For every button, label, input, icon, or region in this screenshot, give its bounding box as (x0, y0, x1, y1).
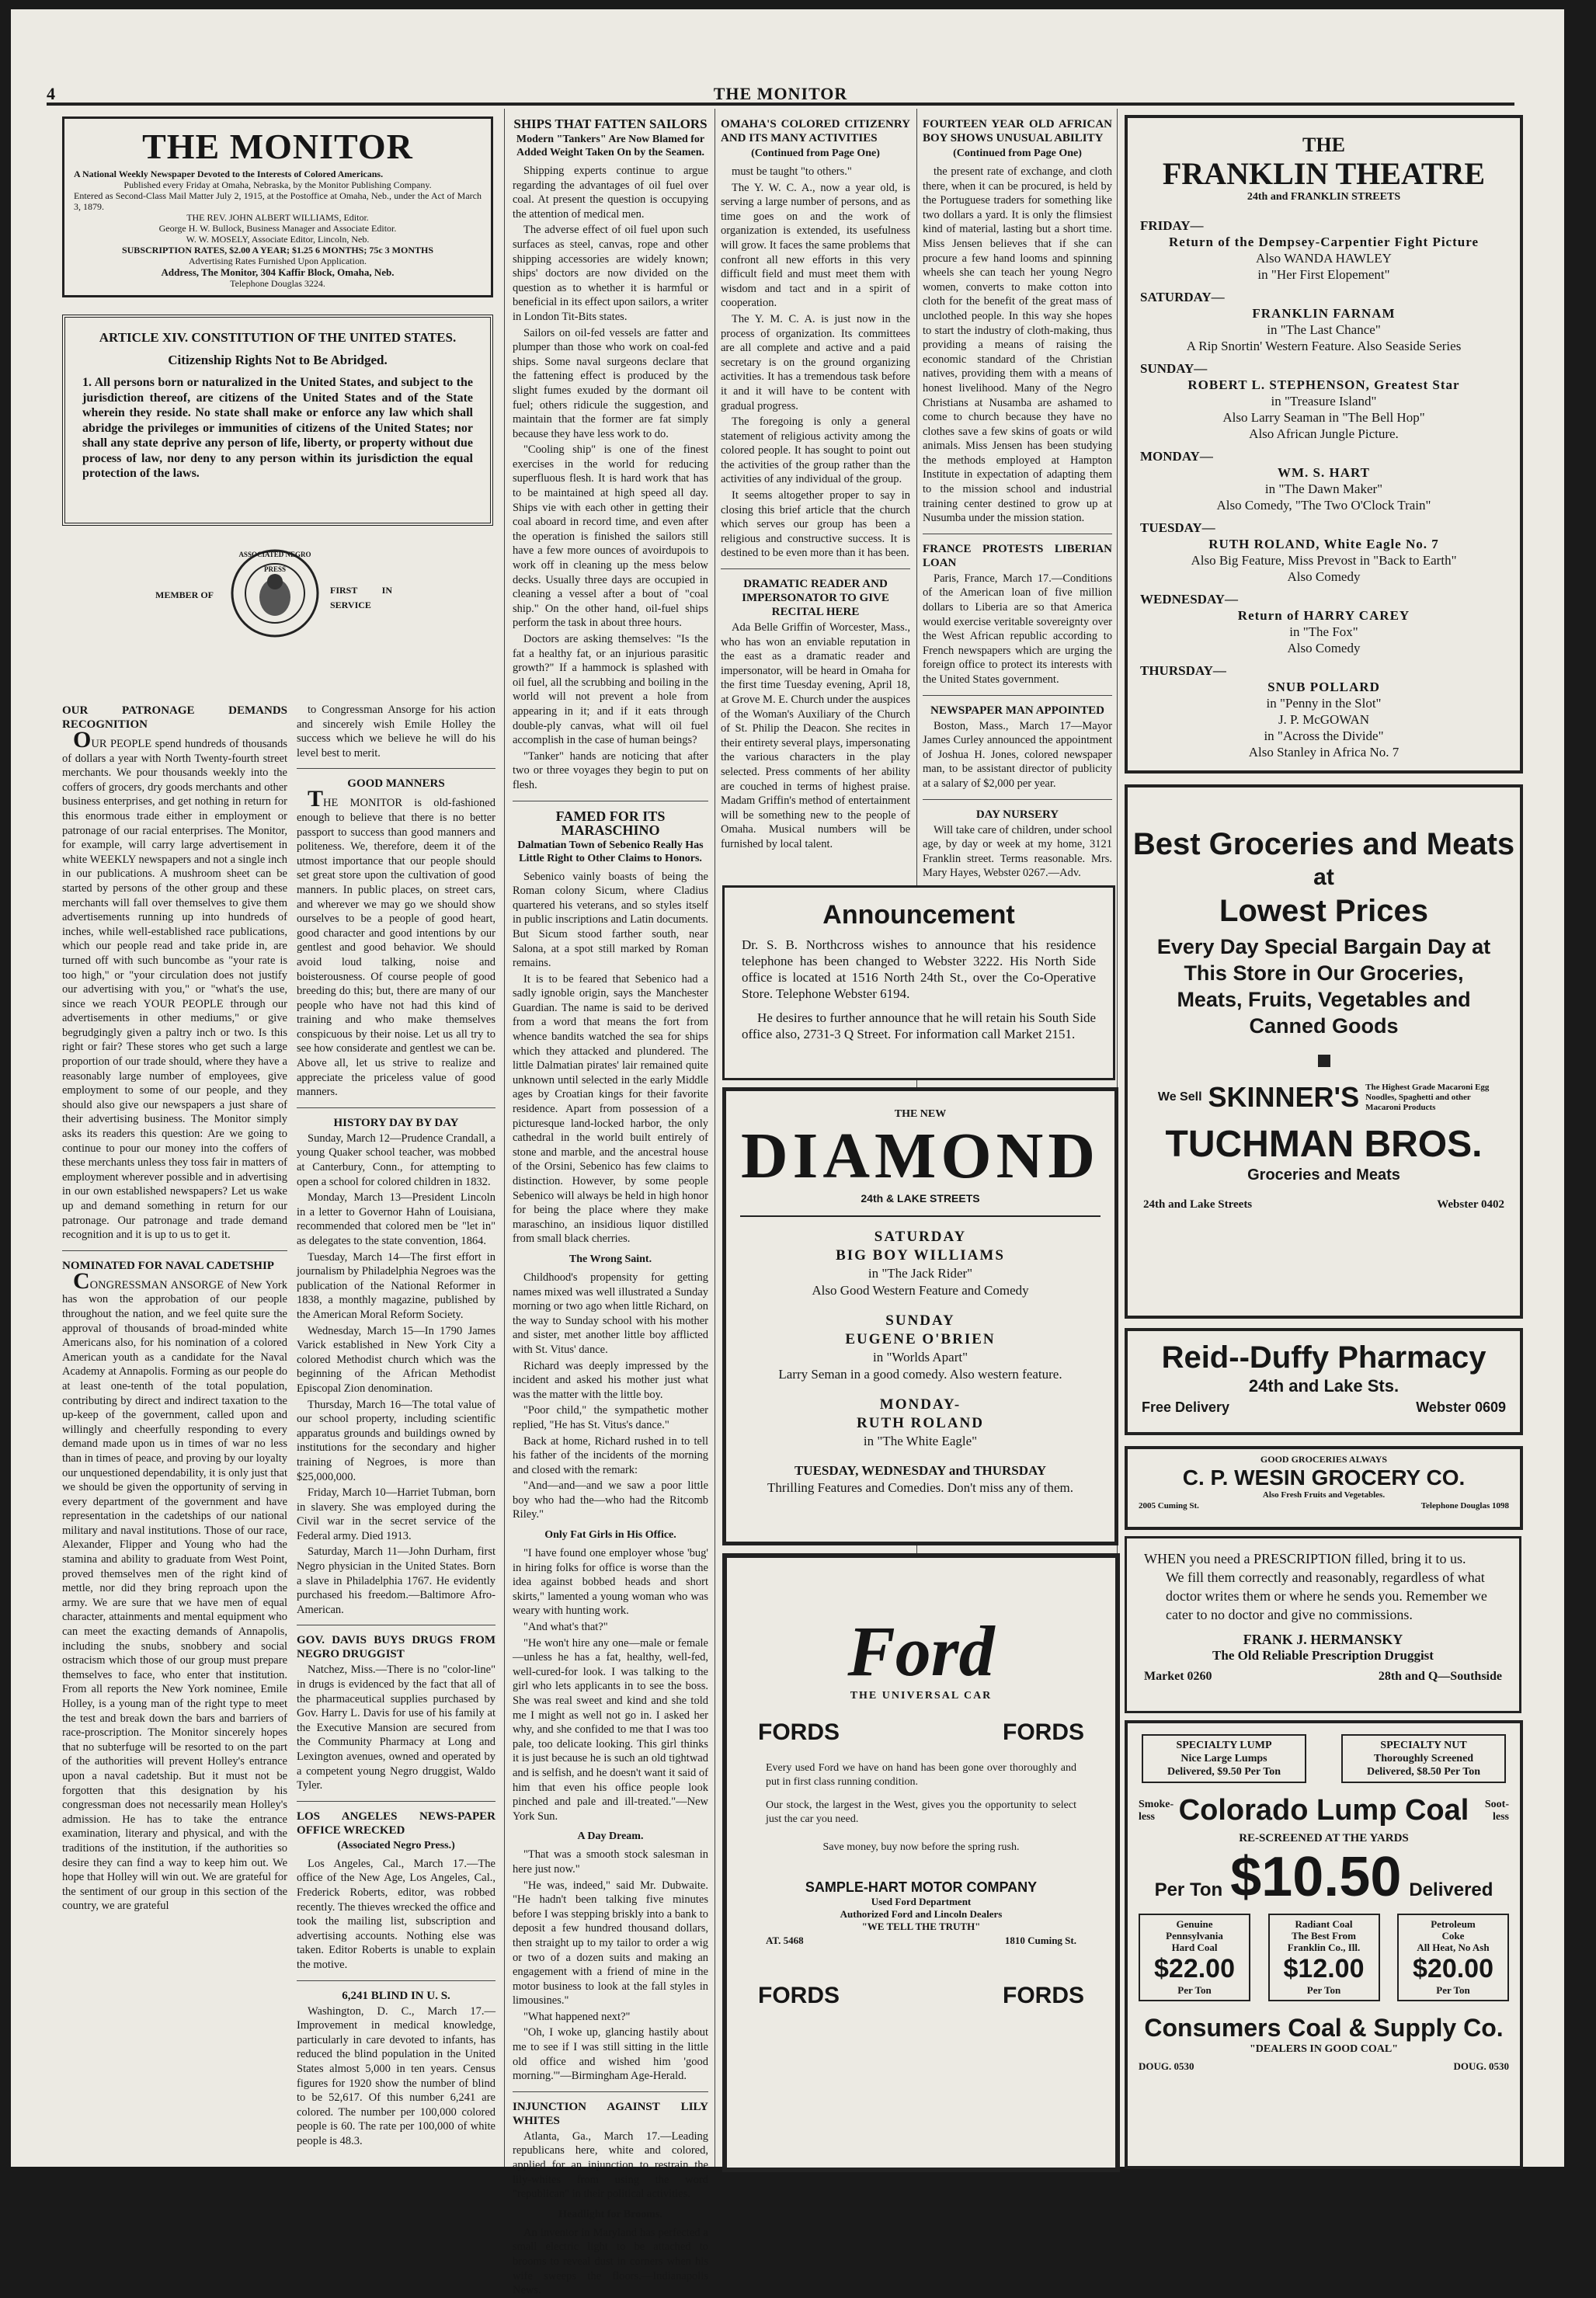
wrong-saint-body: Back at home, Richard rushed in to tell his father of the incidents of the morning and closed with the remark: (513, 1434, 708, 1476)
omaha-body: It seems altogether proper to say in closing this brief article that the church which serves our group has been a religious and constructive success. It is destined to be even more than it has been. (721, 489, 910, 560)
coal-box-coke (1397, 1914, 1509, 2001)
franklin-day-line: in "Her First Elopement" (1257, 267, 1390, 282)
franklin-day-line: in "Treasure Island" (1271, 394, 1377, 408)
announcement-p1: Dr. S. B. Northcross wishes to announce that his residence telephone has been changed to Webster 3222. His North Side office is located at 1516 North 24th St., over the Co-Operative Store. Telephone Webster 6194. (742, 937, 1096, 1001)
reid-address: 24th and Lake Sts. (1248, 1376, 1400, 1396)
day-dream-body: "He was, indeed," said Mr. Dubwaite. "He hadn't been talking five minutes before I was stepping briskly into a bank to deposit a few hundred thousand dollars, then straight up to my tailor to order a wig or two of a dozen suits and making an engagement with a friend of mine in the motor business to look at the fall styles in limousines." (513, 1879, 708, 2008)
coal-phone: DOUG. 0530 (1139, 2060, 1194, 2072)
omaha-headline: OMAHA'S COLORED CITIZENRY AND ITS MANY ACTIVITIES (721, 118, 910, 144)
fords-label: FORDS (758, 1719, 840, 1745)
monitor-title: THE MONITOR (142, 127, 413, 166)
franklin-day-line: Also Comedy, "The Two O'Clock Train" (1216, 498, 1431, 513)
column-1 (62, 699, 287, 2163)
wrong-saint-body: Richard was deeply impressed by the incident and asked his mother just what was the matter with the little boy. (513, 1359, 708, 1401)
fat-girls-body: "He won't hire any one—male or female—unless he has a fat, healthy, well-fed, well-cured-for look. I was talking to the girl who lets applicants in to see the boss. She was real sweet and kind and she told me I might as well not go in. I asked her why, and she confided to me that I was too pale, too delicate looking. This girl thinks it is just because he is such an old tightwad and is selfish, and he doesn't want it said of him that even his office people look pinched and pale and ill-treated."—New York Sun. (513, 1636, 708, 1823)
monitor-rates: SUBSCRIPTION RATES, $2.00 A YEAR; $1.25 6 MONTHS; 75c 3 MONTHS (121, 245, 434, 256)
ships-body: "Tanker" hands are noticing that after two or three voyages they begin to put on flesh. (513, 749, 708, 791)
franklin-day-line: in "The Dawn Maker" (1264, 482, 1383, 496)
day-dream-body: "Oh, I woke up, glancing hastily about me to see if I was still sitting in the little old office and wished him 'good morning.'"—Birmingham Age-Herald. (513, 2026, 708, 2083)
ships-body: The adverse effect of oil fuel upon such surfaces as steel, canvas, rope and other shipping accessories are widely known; ships' doctors are now divided on the question as to whether it is harmful or beneficial in its effect upon sailors, a writer in London Tit-Bits states. (513, 224, 708, 323)
diamond-star: RUTH ROLAND (857, 1415, 984, 1431)
diamond-day: SATURDAY (874, 1229, 967, 1245)
monitor-associate: W. W. MOSELY, Associate Editor, Lincoln, Neb. (186, 234, 370, 245)
article-xiv-body: 1. All persons born or naturalized in the United States, and subject to the jurisdiction thereof, are citizens of the United States and of the State wherein they reside. No state shall make or enforce any law which shall abridge the privileges or immunities of citizens of the United States; nor shall any state deprive any person of life, liberty, or property without due process of law, nor deny to any person within its jurisdiction the equal protection of the laws. (82, 376, 473, 480)
sootless-label: Soot-less (1484, 1798, 1509, 1823)
wesin-contact (1128, 1500, 1520, 1512)
skinner-row (1128, 1081, 1520, 1114)
hermansky-phone: Market 0260 (1144, 1670, 1212, 1683)
omaha-body: must be taught "to others." (732, 165, 852, 178)
seal-right-text: FIRST IN SERVICE (330, 585, 392, 610)
tuchman-address: 24th and Lake Streets (1143, 1198, 1253, 1211)
history-item: Sunday, March 12—Prudence Crandall, a young Quaker school teacher, was mobbed at Canterbury, Conn., for attempting to open a school for colored children in 1832. (297, 1132, 495, 1188)
hermansky-p1: WHEN you need a PRESCRIPTION filled, bring it to us. (1144, 1551, 1466, 1566)
lump-desc: Nice Large Lumps (1180, 1753, 1267, 1764)
diamond-star: EUGENE O'BRIEN (845, 1331, 996, 1347)
wrong-saint-body: "Poor child," the sympathetic mother replied, "He has St. Vitus's dance." (513, 1404, 708, 1431)
monitor-tagline: A National Weekly Newspaper Devoted to the Interests of Colored Americans. (74, 169, 384, 179)
diamond-location: 24th & LAKE STREETS (861, 1192, 980, 1205)
la-headline: LOS ANGELES NEWS-PAPER OFFICE WRECKED (297, 1810, 495, 1837)
lump-title: SPECIALTY LUMP (1176, 1740, 1272, 1751)
franklin-day-line: in "Across the Divide" (1264, 728, 1384, 743)
coal-box-line: Radiant Coal (1295, 1918, 1353, 1930)
franklin-day-label: THURSDAY— (1140, 663, 1226, 678)
monitor-editor: THE REV. JOHN ALBERT WILLIAMS, Editor. (186, 212, 369, 223)
ships-body: Shipping experts continue to argue regarding the advantages of oil fuel over coal. At present the question is occupying the attention of medical men. (513, 165, 708, 221)
wesin-sub: Also Fresh Fruits and Vegetables. (1262, 1490, 1386, 1500)
brooms-body: An inventor in Maryland has perfected a small electric light to be attached to brooms to reveal dust in corners when his wife sweeps the floors.—Indianapolis News. (513, 2226, 708, 2297)
omaha-body: The Y. M. C. A. is just now in the process of organization. Its committees are all complete and active and a paid secretary is on the ground organizing activities. It has a tremendous task before it and it will have to be content with gradual progress. (721, 312, 910, 412)
wesin-address: 2005 Cuming St. (1139, 1501, 1199, 1511)
ships-headline: SHIPS THAT FATTEN SAILORS (513, 116, 708, 131)
la-body: Los Angeles, Cal., March 17.—The office of the New Age, Los Angeles, Cal., Frederick Roberts, editor, was robbed recently. The thieves wrecked the office and took the mailing list, subscription and advertising accounts. Nothing else was taken. Editor Roberts is unable to explain the motive. (297, 1857, 495, 1971)
wrong-saint-body: Childhood's propensity for getting names mixed was well illustrated a Sunday morning or two ago when little Richard, on the way to Sunday school with his mother and sister, met another little boy afflicted with St. Vitus' dance. (513, 1271, 708, 1356)
famed-body: Sebenico vainly boasts of being the Roman colony Sicum, where Cladius quartered his veterans, and so styles itself in public inscriptions and Latin documents. But Sicum stood farther south, near Salona, at a spot still marked by Roman remains. (513, 870, 708, 970)
column-2 (297, 703, 495, 2163)
franklin-location: 24th and FRANKLIN STREETS (1247, 191, 1401, 203)
blind-body: Washington, D. C., March 17.—Improvement in medical knowledge, particularly in care devoted to infants, has reduced the blind population in the United States almost 5,000 in ten years. Census figures for 1920 show the number of blind to be 52,617. Of this number 6,241 are colored. The number per 100,000 colored people is 60. The rate per 100,000 of white people is 48.3. (297, 2004, 495, 2147)
franklin-name: FRANKLIN THEATRE (1162, 156, 1486, 191)
coal-price-row (1128, 1845, 1520, 1909)
diamond-the-new: THE NEW (894, 1108, 947, 1120)
injunction-headline: INJUNCTION AGAINST LILY WHITES (513, 2100, 708, 2127)
running-title: THE MONITOR (713, 84, 848, 103)
franklin-day-line: Also Larry Seaman in "The Bell Hop" (1222, 410, 1425, 425)
ford-dept: Used Ford Department (871, 1896, 972, 1907)
coal-box-line: All Heat, No Ash (1417, 1942, 1490, 1953)
diamond-day: MONDAY- (879, 1396, 961, 1413)
diamond-film: in "The White Eagle" (863, 1434, 978, 1448)
injunction-body: Atlanta, Ga., March 17.—Leading republicans here, white and colored, applied for an injunction to restrain the lily-whites from using the word "republican" in their political activities. (513, 2129, 708, 2201)
ford-address: 1810 Cuming St. (1004, 1935, 1076, 1946)
column-3 (513, 113, 708, 2297)
hermansky-ad (1125, 1536, 1521, 1713)
franklin-day-line: RUTH ROLAND, White Eagle No. 7 (1208, 537, 1439, 551)
famed-subhead: Dalmatian Town of Sebenico Really Has Little Right to Other Claims to Honors. (517, 839, 704, 864)
coal-per-ton: Per Ton (1154, 1879, 1223, 1900)
franklin-the: THE (1302, 134, 1345, 156)
nut-title: SPECIALTY NUT (1380, 1740, 1467, 1751)
diamond-extra: Also Good Western Feature and Comedy (812, 1283, 1029, 1298)
cadetship-continued: to Congressman Ansorge for his action and sincerely wish Emile Holley the success which we believe he will do his level best to merit. (297, 704, 495, 760)
fat-girls-headline: Only Fat Girls in His Office. (544, 1529, 676, 1542)
skinner-description: The Highest Grade Macaroni Egg Noodles, Spaghetti and other Macaroni Products (1365, 1082, 1490, 1112)
famed-body: It is to be feared that Sebenico had a sadly ignoble origin, says the Manchester Guardian. The name is said to be derived from a word that means the fort from whence bandits watched the sea for ships which they attacked and plundered. The little Dalmatian pirates' lair remained quite unknown until selected in the early Middle ages by Croatian kings for their favorite residence. Apart from possession of a picturesque land-locked harbor, the only cathedral in the world built entirely of stone and marble, and the ancestral house of the Orsini, Sebenico has few claims to distinction. However, by some people Sebenico will always be held in high honor for being the place where they make maraschino, an insidious liquor distilled from small black cherries. (513, 972, 708, 1246)
hermansky-contact (1127, 1664, 1519, 1690)
wesin-phone: Telephone Douglas 1098 (1420, 1501, 1509, 1511)
coal-title-row (1128, 1783, 1520, 1827)
franklin-day-line: J. P. McGOWAN (1278, 712, 1370, 727)
smokeless-label: Smoke-less (1139, 1798, 1174, 1823)
ships-body: "Cooling ship" is one of the finest exercises in the world for reducing superfluous flesh. It is hard work that has to be maintained at high speed all day. Ships vie with each other in getting their coal aboard in record time, and even after the operation is finished the sailors still have a few more ounces of avoirdupois to work off in cleaning up the mess below decks. Usually three days are occupied in cleaning a vessel after a bout of "coal ship." On the other hand, oil-fuel ships perform the task in about three hours. (513, 443, 708, 630)
coal-box-radiant (1268, 1914, 1380, 2001)
ford-p3: Save money, buy now before the spring rush. (822, 1841, 1020, 1853)
diamond-name: DIAMOND (741, 1120, 1100, 1192)
patronage-body: OUR PEOPLE spend hundreds of thousands of dollars a year with North Twenty-fourth street merchants. We pour thousands weekly into the coffers of grocers, dry goods merchants and other business enterprises, and get nothing in return for this enormous trade either in employment or patronage of our racial enterprises. The Monitor, for example, will carry large advertisement in white WEEKLY newspapers and not a single inch in our publications. A mushroom sheet can be started by persons of the other group and these merchants will fall over themselves to give them advertisements running up into hundreds of inches, while well-established race publications, which our people read and take pride in, are turned off with such buncombe as "your rate is too high," or "your circulation does not justify our advertising with you," or "what's the use, since we reach YOUR PEOPLE through our advertisements in other mediums," or give begrudgingly given a paltry inch or two. Is this right or fair? These stores who get such a large proportion of our trade should, where they have a reasonably large number of employees, give employment to some of our people, and they should also give our newspapers a just share of their advertising business. The Monitor simply asks its readers this question: Are we going to continue to pour our money into the coffers of these merchants unless they toss fair in matters of employment wherever possible and in advertising in our own established newspapers? Let us wake up and demand something in return for our patronage. Our patronage and trade demand recognition and it is up to us to get it. (62, 727, 287, 1242)
day-dream-body: "What happened next?" (523, 2010, 631, 2023)
franklin-day-label: MONDAY— (1140, 449, 1213, 464)
franklin-day-line: Also Comedy (1287, 641, 1361, 655)
manners-headline: GOOD MANNERS (347, 777, 445, 791)
coal-specialty-row (1128, 1723, 1520, 1783)
tuchman-sub: Groceries and Meats (1247, 1166, 1400, 1184)
franklin-day-label: SATURDAY— (1140, 290, 1225, 304)
coal-delivered: Delivered (1409, 1879, 1493, 1900)
coal-box-unit: Per Ton (1306, 1984, 1341, 1996)
diamond-extra: Larry Seman in a good comedy. Also western feature. (778, 1367, 1062, 1382)
brooms-headline: Headlight for Brooms. (558, 2208, 662, 2220)
anp-seal (62, 540, 493, 664)
skinner-brand: SKINNER'S (1208, 1081, 1360, 1113)
groceries-line1: Best Groceries and Meats (1132, 827, 1515, 861)
wrong-saint-body: "And—and—and we saw a poor little boy who had the—who had the Ritcomb Riley." (513, 1479, 708, 1521)
specialty-lump-box (1142, 1734, 1306, 1783)
ships-subhead: Modern "Tankers" Are Now Blamed for Added Weight Taken On by the Seamen. (516, 134, 705, 158)
franklin-theatre-ad (1125, 115, 1523, 774)
omaha-body: The foregoing is only a general statement of religious activity among the colored people. It has sought to point out the activities of the group rather than the activities of any individual of the group. (721, 415, 910, 486)
history-item: Monday, March 13—President Lincoln in a letter to Governor Hahn of Louisiana, recommended that colored men be "let in" as delegates to the state convention, 1864. (297, 1191, 495, 1247)
monitor-manager: George H. W. Bullock, Business Manager and Associate Editor. (158, 223, 397, 234)
nut-price: Delivered, $8.50 Per Ton (1366, 1766, 1481, 1778)
wesin-grocery-ad (1125, 1446, 1523, 1530)
coal-box-line: The Best From (1292, 1930, 1356, 1942)
ford-company: SAMPLE-HART MOTOR COMPANY (805, 1879, 1038, 1895)
franklin-day-line: A Rip Snortin' Western Feature. Also Seaside Series (1186, 339, 1462, 353)
newspaper-body: Boston, Mass., March 17—Mayor James Curley announced the appointment of Joshua H. Jones, colored newspaper man, to be assistant director of publicity at a salary of $2,000 per year. (923, 719, 1112, 790)
announcement-title: Announcement (822, 900, 1015, 930)
history-item: Wednesday, March 15—In 1790 James Varick established in New York City a colored Methodist church which was the beginning of the African Methodist Episcopal Zion denomination. (297, 1324, 495, 1395)
ford-p2: Our stock, the largest in the West, gives you the opportunity to select just the car you need. (766, 1799, 1076, 1825)
consumers-coal-ad (1125, 1720, 1523, 2169)
ford-contact-row (727, 1933, 1115, 1949)
wesin-name: C. P. WESIN GROCERY CO. (1182, 1465, 1466, 1490)
franklin-day-line: ROBERT L. STEPHENSON, Greatest Star (1187, 377, 1460, 392)
manners-body: THE MONITOR is old-fashioned enough to believe that there is no better passport to success than good manners and politeness. We, therefore, deem it of the utmost importance that our people should set great store upon the cultivation of good manners. In public places, on street cars, and wherever we may go we should show ourselves to be a people of good heart, good character and good intentions by our gentlest and good behavior. We should avoid loud talking, noise and boisterousness. Of course people of good breeding do this; but, there are many of our people who have not had this kind of training and who make themselves conspicuous by their noise. Let us all try to see how considerate and gentlest we can be. Above all, let us strive to realize and appreciate the priceless value of good manners. (297, 786, 495, 1099)
blind-headline: 6,241 BLIND IN U. S. (342, 1989, 450, 2002)
coal-box-unit: Per Ton (1177, 1984, 1212, 1996)
coal-box-unit: Per Ton (1436, 1984, 1470, 1996)
franklin-day-line: Also African Jungle Picture. (1249, 426, 1399, 441)
coal-box-price: $12.00 (1283, 1954, 1365, 1983)
coal-box-line: Petroleum (1431, 1918, 1476, 1930)
franklin-day-line: in "The Last Chance" (1267, 322, 1381, 337)
monitor-entered: Entered as Second-Class Mail Matter July 2, 1915, at the Postoffice at Omaha, Neb., under the Act of March 3, 1879. (74, 190, 482, 212)
seal-ring-text: ASSOCIATED NEGRO PRESS (238, 551, 311, 573)
franklin-day-line: Return of HARRY CAREY (1237, 608, 1410, 623)
nursery-body: Will take care of children, under school age, by day or week at my home, 3121 Franklin street. Terms reasonable. Mrs. Mary Hayes, Webster 0267.—Adv. (923, 823, 1112, 880)
hermansky-p2: We fill them correctly and reasonably, regardless of what doctor writes them or where he sends you. Remember we cater to no doctor and give no commissions. (1166, 1570, 1487, 1622)
groceries-line2: at (1313, 864, 1334, 890)
monitor-address: Address, The Monitor, 304 Kaffir Block, Omaha, Neb. (161, 266, 395, 278)
coal-price: $10.50 (1230, 1846, 1402, 1908)
franklin-day-line: SNUB POLLARD (1267, 680, 1380, 694)
article-xiv-title: ARTICLE XIV. CONSTITUTION OF THE UNITED STATES. (99, 330, 457, 345)
coal-box-line: Coke (1441, 1930, 1465, 1942)
davis-headline: GOV. DAVIS BUYS DRUGS FROM NEGRO DRUGGIST (297, 1634, 495, 1661)
franklin-day-line: Also WANDA HAWLEY (1256, 251, 1392, 266)
coal-box-pennsylvania (1139, 1914, 1250, 2001)
coal-box-line: Genuine (1176, 1918, 1213, 1930)
franklin-day-label: SUNDAY— (1140, 361, 1208, 376)
franklin-day-label: WEDNESDAY— (1140, 592, 1238, 607)
franklin-day-line: in "Penny in the Slot" (1266, 696, 1382, 711)
article-xiv-box (62, 315, 493, 526)
franklin-day-line: Also Stanley in Africa No. 7 (1248, 745, 1400, 760)
reid-contact (1128, 1396, 1520, 1419)
coal-phone: DOUG. 0530 (1453, 2060, 1509, 2072)
franklin-day-label: TUESDAY— (1140, 520, 1215, 535)
la-subhead: (Associated Negro Press.) (337, 1839, 455, 1851)
cadetship-headline: NOMINATED FOR NAVAL CADETSHIP (62, 1259, 274, 1272)
newspaper-headline: NEWSPAPER MAN APPOINTED (930, 704, 1104, 717)
diamond-day: SUNDAY (885, 1312, 955, 1329)
tuchman-groceries-ad (1125, 784, 1523, 1319)
franklin-day-line: Also Comedy (1287, 569, 1361, 584)
ford-header-row (727, 1702, 1115, 1755)
hermansky-name: FRANK J. HERMANSKY (1243, 1632, 1403, 1647)
wesin-top: GOOD GROCERIES ALWAYS (1260, 1454, 1388, 1465)
coal-box-line: Pennsylvania (1166, 1930, 1223, 1942)
column-rule (504, 109, 505, 2167)
coal-phones (1128, 2056, 1520, 2077)
history-headline: HISTORY DAY BY DAY (333, 1116, 459, 1129)
square-bullet-icon (1318, 1055, 1330, 1067)
famed-headline: FAMED FOR ITS MARASCHINO (555, 808, 666, 838)
coal-box-row (1128, 1909, 1520, 2006)
hermansky-address: 28th and Q—Southside (1378, 1670, 1502, 1683)
nut-desc: Thoroughly Screened (1373, 1753, 1474, 1764)
history-item: Saturday, March 11—John Durham, first Negro physician in the United States. Born a slave in Philadelphia 1767. He evidently purchased his freedom.—Baltimore Afro-American. (297, 1545, 495, 1616)
nursery-headline: DAY NURSERY (975, 808, 1059, 821)
reader-body: Ada Belle Griffin of Worcester, Mass., who has won an enviable reputation in the east as a dramatic reader and impersonator, will be heard in Omaha for the first time Tuesday evening, April 18, at Grove M. E. Church under the auspices of the Woman's Auxiliary of the Church of St. Philip the Deacon. She recites in their entirety several plays, impersonating the various characters in the play selected. Press comments of her ability are couched in terms of highest praise. Madam Griffin's method of entertainment will be something new to the people of Omaha. Musical numbers will be furnished by local talent. (721, 621, 910, 850)
reid-name: Reid--Duffy Pharmacy (1161, 1340, 1486, 1375)
specialty-nut-box (1341, 1734, 1506, 1783)
coal-rescreened: RE-SCREENED AT THE YARDS (1239, 1832, 1409, 1844)
reid-phone: Webster 0609 (1416, 1399, 1506, 1415)
groceries-line3: Lowest Prices (1219, 894, 1428, 928)
history-item: Tuesday, March 14—The first effort in journalism by Philadelphia Negroes was the publication of the National Reformer in 1838, a monthly magazine, published by the American Moral Reform Society. (297, 1250, 495, 1321)
announcement-ad (722, 885, 1115, 1080)
ford-tagline: THE UNIVERSAL CAR (850, 1690, 993, 1702)
ford-logo: Ford (847, 1611, 995, 1691)
patronage-headline: OUR PATRONAGE DEMANDS RECOGNITION (62, 704, 287, 731)
we-sell-label: We Sell (1157, 1090, 1202, 1104)
coal-company: Consumers Coal & Supply Co. (1144, 2014, 1504, 2042)
diamond-ad (722, 1087, 1118, 1545)
fords-label: FORDS (758, 1983, 840, 2008)
monitor-published: Published every Friday at Omaha, Nebraska, by the Monitor Publishing Company. (123, 179, 432, 190)
coal-box-price: $20.00 (1413, 1954, 1493, 1983)
omaha-body: The Y. W. C. A., now a year old, is serving a large number of persons, and as time goes on and the work of organization is extended, its usefulness will grow. It faces the same problems that confront all new efforts in this very difficult field and must meet them with wisdom and tact and in a spirit of cooperation. (721, 181, 910, 310)
ford-slogan: "WE TELL THE TRUTH" (861, 1921, 981, 1932)
franklin-day-line: Also Big Feature, Miss Prevost in "Back to Earth" (1191, 553, 1457, 568)
page-number: 4 (47, 84, 55, 103)
ford-p1: Every used Ford we have on hand has been gone over thoroughly and put in first class running condition. (766, 1762, 1076, 1788)
tuchman-name: TUCHMAN BROS. (1165, 1124, 1483, 1165)
wrong-saint-headline: The Wrong Saint. (569, 1253, 652, 1265)
hermansky-sub: The Old Reliable Prescription Druggist (1212, 1648, 1434, 1663)
franklin-day-label: FRIDAY— (1140, 218, 1204, 233)
boy-body: the present rate of exchange, and cloth there, when it can be procured, is held by the Portuguese traders for something like two dollars a yard. It is only the flimsiest kind of material, lasting but a short time. Miss Jensen believes that if she can procure a few hand looms and spinning wheels she can teach her young Negro women, converts to make cotton into cloth for the benefit of the great mass of unclothed people. In this way she hopes to start the industry of cloth-making, thus providing a means of raising the economic standard of the Christian natives, providing them with a means of honest livelihood. Many of the Negro Christians at Nusamba are ashamed to come to church because they have no clothes save a few skins of goats or wild animals. Miss Jensen has been studying the methods employed at Hampton Institute in expectation of adapting them to the mission school and industrial training center destined to grow up at Nusumba under the mission station. (923, 165, 1112, 525)
diamond-star: BIG BOY WILLIAMS (836, 1247, 1005, 1264)
fords-label: FORDS (1003, 1719, 1084, 1745)
diamond-film: in "The Jack Rider" (868, 1266, 973, 1281)
france-body: Paris, France, March 17.—Conditions of the American loan of five million dollars to Liberia are so that America would exercise veritable sovereignty over the West African republic according to French newspapers which are urging the foreign office to protect its interests with the United States government. (923, 572, 1112, 686)
seal-left-text: MEMBER OF (155, 589, 214, 600)
ford-phone: AT. 5468 (766, 1935, 804, 1946)
groceries-line4: Every Day Special Bargain Day at This Store in Our Groceries, Meats, Fruits, Vegetables and Canned Goods (1156, 935, 1491, 1038)
fords-label: FORDS (1003, 1983, 1084, 2008)
diamond-day: TUESDAY, WEDNESDAY and THURSDAY (794, 1463, 1047, 1478)
header-rule (47, 103, 1514, 106)
article-xiv-subtitle: Citizenship Rights Not to Be Abridged. (168, 353, 388, 367)
boy-continued: (Continued from Page One) (953, 148, 1082, 159)
coal-box-price: $22.00 (1154, 1954, 1235, 1983)
day-dream-headline: A Day Dream. (577, 1830, 644, 1843)
announcement-p2: He desires to further announce that he will retain his South Side office also, 2731-3 Q Street. For information call Market 2151. (742, 1010, 1096, 1041)
coal-box-line: Hard Coal (1171, 1942, 1218, 1953)
lump-price: Delivered, $9.50 Per Ton (1167, 1766, 1281, 1778)
ford-dealers: Authorized Ford and Lincoln Dealers (840, 1908, 1003, 1920)
ford-ad (722, 1553, 1120, 2172)
franklin-day-line: WM. S. HART (1277, 465, 1371, 480)
fat-girls-body: "And what's that?" (523, 1621, 608, 1634)
diamond-extra: Thrilling Features and Comedies. Don't miss any of them. (767, 1480, 1073, 1495)
reid-duffy-ad (1125, 1328, 1523, 1435)
reid-delivery: Free Delivery (1142, 1399, 1230, 1415)
coal-box-line: Franklin Co., Ill. (1287, 1942, 1361, 1953)
tuchman-contact (1128, 1184, 1520, 1212)
monitor-telephone: Telephone Douglas 3224. (230, 278, 325, 289)
day-dream-body: "That was a smooth stock salesman in here just now." (513, 1848, 708, 1876)
history-item: Friday, March 10—Harriet Tubman, born in slavery. She was employed during the Civil war in the secret service of the Federal army. Died 1913. (297, 1486, 495, 1542)
franklin-day-line: FRANKLIN FARNAM (1252, 306, 1396, 321)
coal-title: Colorado Lump Coal (1178, 1794, 1469, 1827)
column-4 (721, 113, 910, 881)
fat-girls-body: "I have found one employer whose 'bug' in hiring folks for office is worse than the idea against bobbed heads and short skirts," lamented a young woman who was weary with hunting work. (513, 1547, 708, 1618)
cadetship-body: CONGRESSMAN ANSORGE of New York has won the approbation of our people throughout the nation, and we feel quite sure the approval of thousands of broad-minded white Americans also, for his nomination of a colored American youth as a candidate for the Naval Academy at Annapolis. Forming as our people do at least one-tenth of the total population, contributing by direct and indirect taxation to the up-keep of the government, called upon and willingly and cheerfully responding to every demand made upon us in times of war no less than in times of peace, and proving by our loyalty our unquestioned dependability, it is only just that we should be given the opportunity of serving in every department of the government and have representation in the cadetships of our national military and naval institutions. Those of our race, Alexander, Flipper and Young who had the stamina and ability to graduate from West Point, proved themselves men of the right kind of mettle, nor did they bring reproach upon the army. We are sure that we have men of equal character, attainments and mental equipment who can meet the exacting demands of Annapolis, including the snubs, snobbery and social ostracism which those of our group must prepare themselves to face, who enter that institution. From all reports the New York nominee, Emile Holley, is a young man of the right type to meet the test and break down the bars and barriers of race-proscription. The Monitor sincerely hopes that no subterfuge will be resorted to on the part of the authorities will prevent Holley's entrance upon a naval cadetship. But it must not be forgotten that this designation by his congressman does not necessarily mean Holley's admission. He has to take the entrance examination, literary and physical, and with the traditions of the institution, if the authorities so desire they can find a way to keep him out. We hope that Holley will win out. We are grateful for the sentiment of our group in this section of the country, we are grateful (62, 1267, 287, 1913)
franklin-day-line: in "The Fox" (1289, 624, 1358, 639)
coal-slogan: "DEALERS IN GOOD COAL" (1250, 2043, 1398, 2055)
history-item: Thursday, March 16—The total value of our school property, including scientific apparatus grounds and buildings owned by institutions for the secondary and higher training of Negroes, is more than $25,000,000. (297, 1398, 495, 1483)
diamond-film: in "Worlds Apart" (872, 1350, 968, 1365)
boy-headline: FOURTEEN YEAR OLD AFRICAN BOY SHOWS UNUSUAL ABILITY (923, 118, 1112, 144)
davis-body: Natchez, Miss.—There is no "color-line" in drugs is evidenced by the fact that all of the pharmaceutical supplies purchased by Gov. Harry L. Davis for use of his family at the Executive Mansion are secured from the Community Pharmacy at Long and Lexington avenues, owned and operated by a competent young Negro druggist, Waldo Tyler. (297, 1664, 495, 1792)
franklin-day-line: Return of the Dempsey-Carpentier Fight Picture (1169, 235, 1479, 249)
tuchman-phone: Webster 0402 (1437, 1198, 1504, 1211)
france-headline: FRANCE PROTESTS LIBERIAN LOAN (923, 542, 1112, 569)
omaha-continued: (Continued from Page One) (751, 148, 880, 159)
reader-headline: DRAMATIC READER AND IMPERSONATOR TO GIVE RECITAL HERE (742, 578, 889, 619)
column-5 (923, 113, 1112, 881)
monitor-advertising: Advertising Rates Furnished Upon Application. (189, 256, 367, 266)
ships-body: Doctors are asking themselves: "Is the fat a healthy fat, or an injurious parasitic growth?" If a hammock is splashed with oil fuel, all the scrubbing and boiling in the world will not prevent a hole from appearing in it; and if it eats through double-ply canvas, what will oil fuel accomplish in the case of human beings? (513, 633, 708, 747)
monitor-box (62, 116, 493, 297)
ford-footer-row (727, 1949, 1115, 2009)
ships-body: Sailors on oil-fed vessels are fatter and plumper than those who work on coal-fed ships. Some naval surgeons declare that the fattening effect is produced by the slight fumes exuded by the dormant oil fuel; others ridicule the suggestion, and maintain that the former are fat simply because they have less work to do. (513, 326, 708, 440)
franklin-schedule (1128, 203, 1520, 768)
